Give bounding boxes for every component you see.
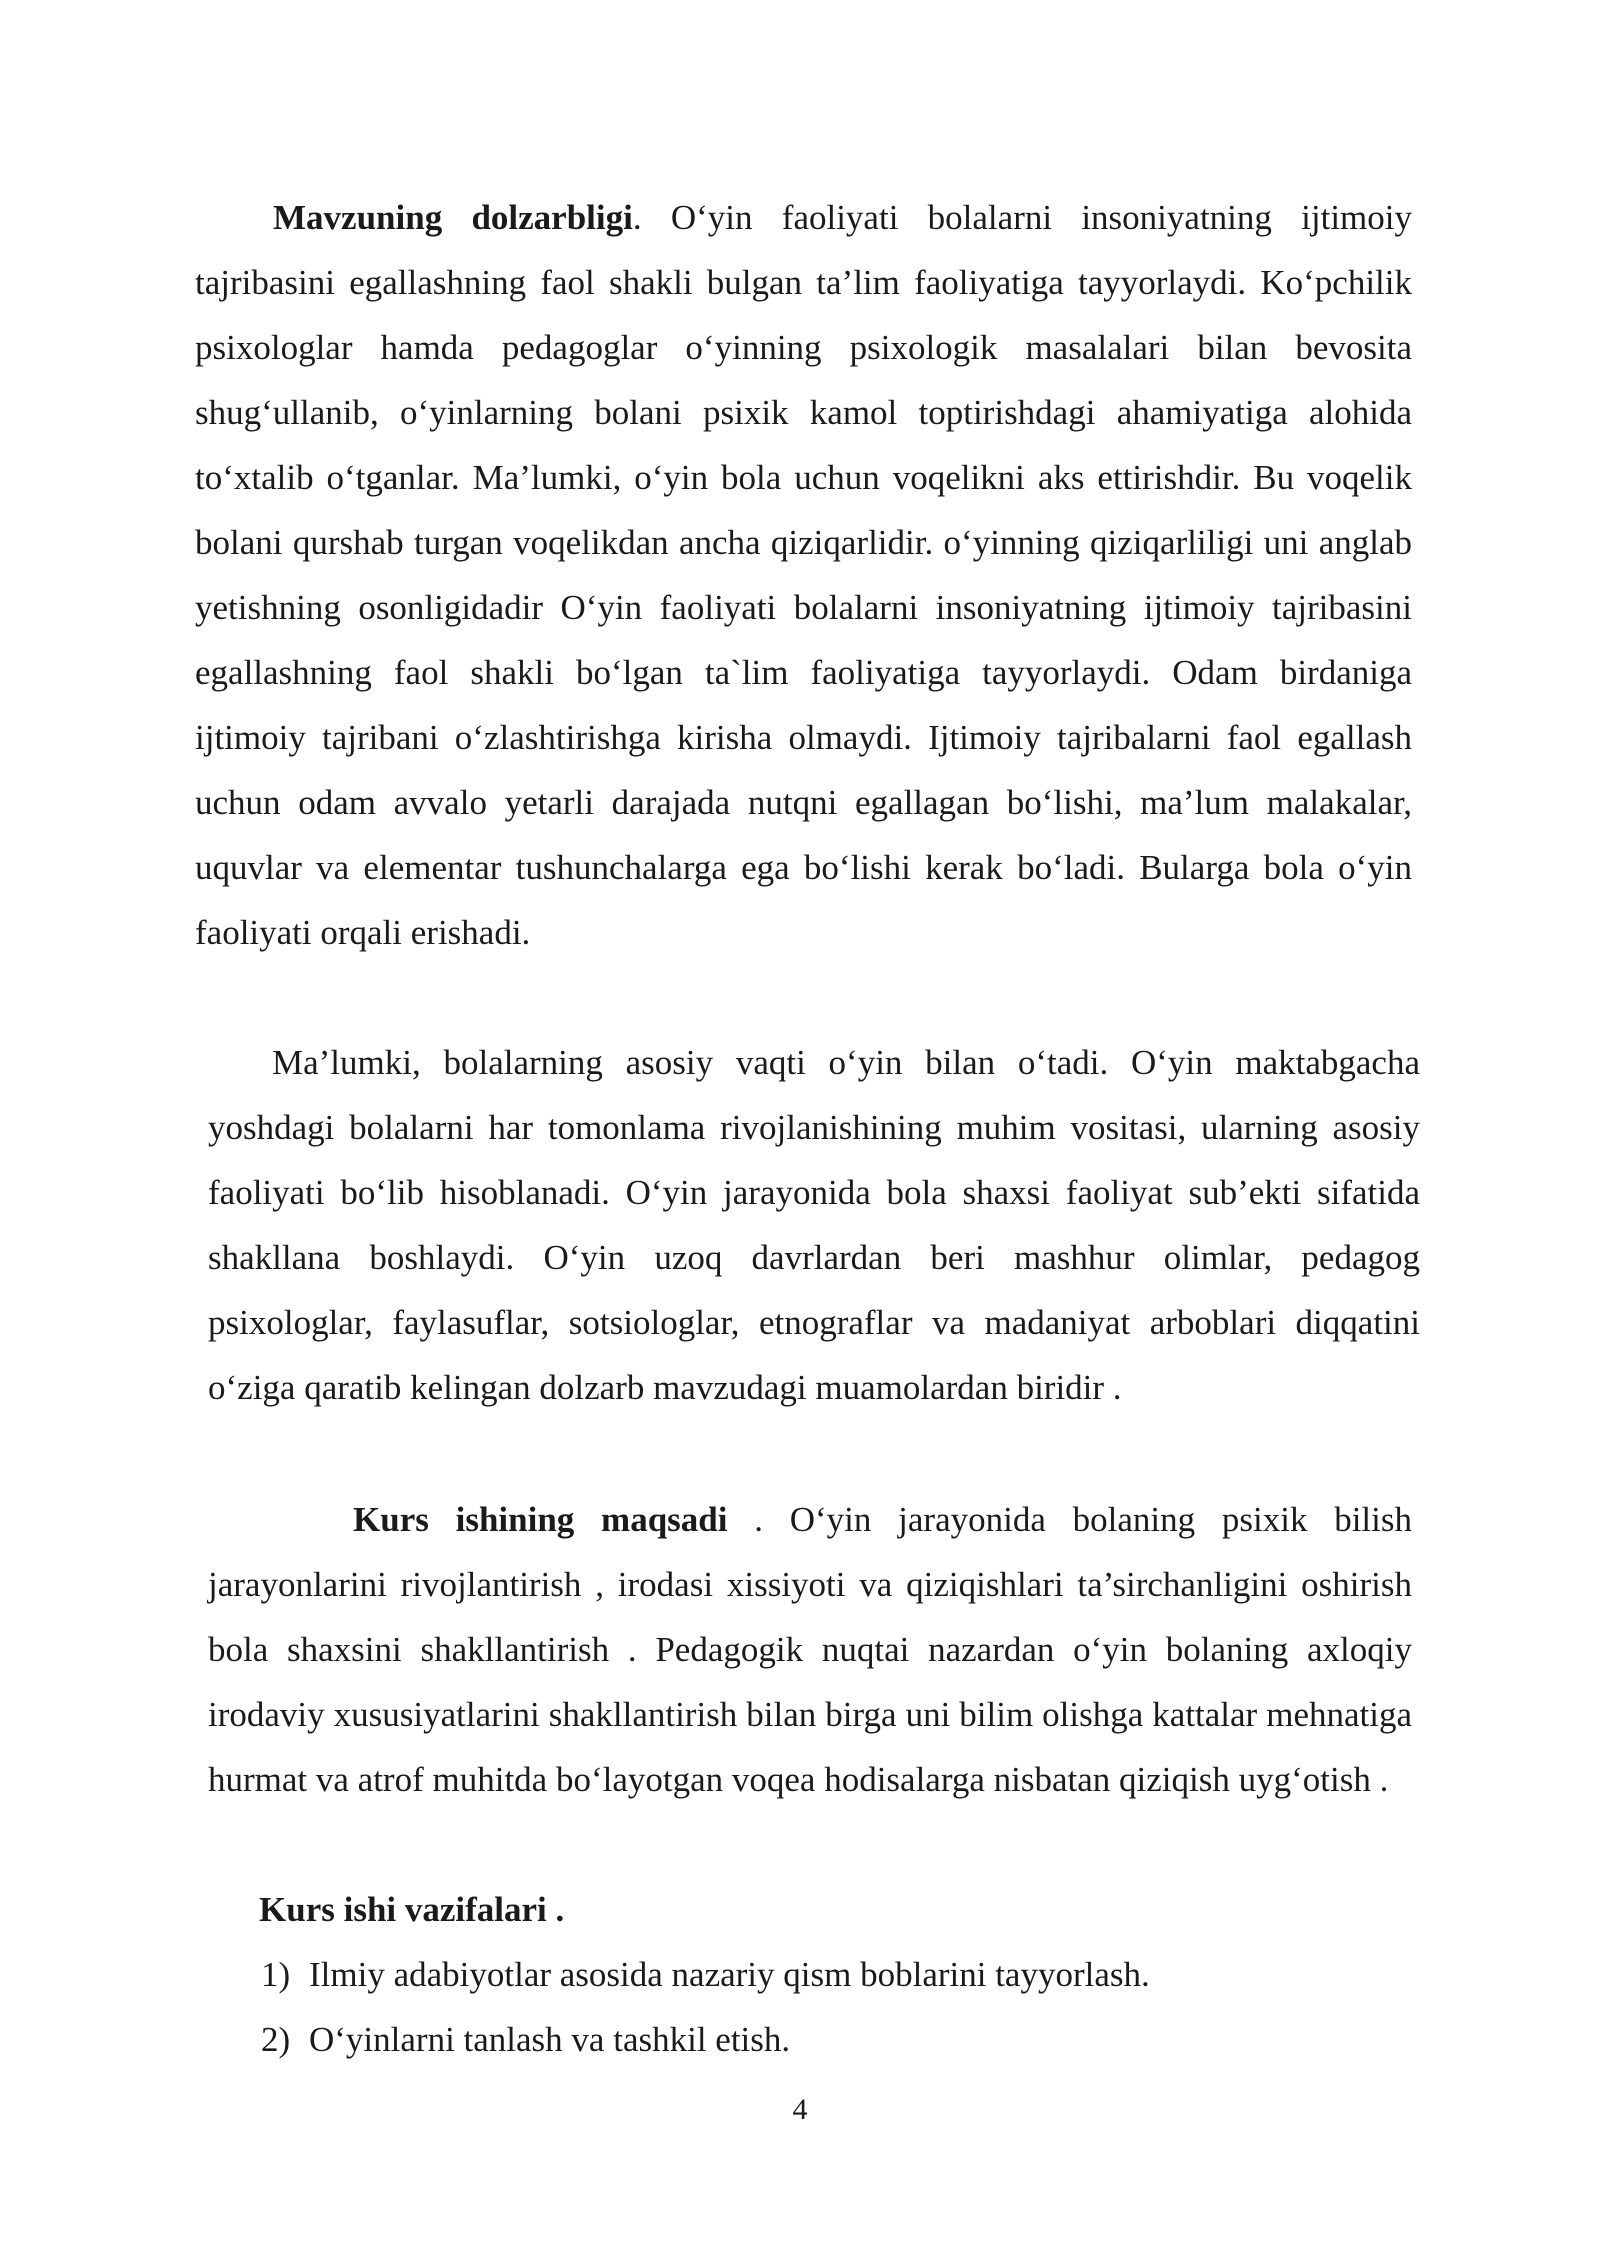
task-list-item [261, 2007, 790, 2072]
task-number: 1) [261, 1955, 291, 1994]
task-list-item [261, 1942, 1150, 2007]
course-tasks-heading: Kurs ishi vazifalari . [259, 1890, 565, 1929]
relevance-text: . O‘yin faoliyati bolalarni insoniyatning ijtimoiy tajribasini egallashning faol shakli bulgan ta’lim faoliyatiga tayyorlaydi. Ko‘pchilik psixologlar hamda pedagoglar o‘yinning psixologik masalalari bilan bevosita shug‘ullanib, o‘yinlarning bolani psixik kamol toptirishdagi ahamiyatiga alohida to‘xtalib o‘tganlar. Ma’lumki, o‘yin bola uchun voqelikni aks ettirishdir. Bu voqelik bolani qurshab turgan voqelikdan ancha qiziqarlidir. o‘yinning qiziqarliligi uni anglab yetishning osonligidadir O‘yin faoliyati bolalarni insoniyatning ijtimoiy tajribasini egallashning faol shakli bo‘lgan ta`lim faoliyatiga tayyorlaydi. Odam birdaniga ijtimoiy tajribani o‘zlashtirishga kirisha olmaydi. Ijtimoiy tajribalarni faol egallash uchun odam avvalo yetarli darajada nutqni egallagan bo‘lishi, ma’lum malakalar, uquvlar va elementar tushunchalarga ega bo‘lishi kerak bo‘ladi. Bularga bola o‘yin faoliyati orqali erishadi. [195, 198, 1412, 952]
course-goal-heading: Kurs ishining maqsadi [353, 1500, 728, 1539]
task-text: O‘yinlarni tanlash va tashkil etish. [309, 2020, 791, 2059]
paragraph-course-goal [208, 1487, 1412, 1812]
task-text: Ilmiy adabiyotlar asosida nazariy qism boblarini tayyorlash. [309, 1955, 1150, 1994]
relevance-heading: Mavzuning dolzarbligi [273, 198, 633, 237]
course-goal-text: . O‘yin jarayonida bolaning psixik bilish jarayonlarini rivojlantirish , irodasi xissiyoti va qiziqishlari ta’sirchanligini oshirish bola shaxsini shakllantirish . Pedagogik nuqtai nazardan o‘yin bolaning axloqiy irodaviy xususiyatlarini shakllantirish bilan birga uni bilim olishga kattalar mehnatiga hurmat va atrof muhitda bo‘layotgan voqea hodisalarga nisbatan qiziqish uyg‘otish . [208, 1500, 1412, 1799]
task-number: 2) [261, 2020, 291, 2059]
page-number: 4 [792, 2093, 808, 2126]
paragraph-play-importance [208, 1030, 1420, 1420]
paragraph-relevance [195, 185, 1412, 965]
play-importance-text: Ma’lumki, bolalarning asosiy vaqti o‘yin bilan o‘tadi. O‘yin maktabgacha yoshdagi bolalarni har tomonlama rivojlanishining muhim vositasi, ularning asosiy faoliyati bo‘lib hisoblanadi. O‘yin jarayonida bola shaxsi faoliyat sub’ekti sifatida shakllana boshlaydi. O‘yin uzoq davrlardan beri mashhur olimlar, pedagog psixologlar, faylasuflar, sotsiologlar, etnograflar va madaniyat arboblari diqqatini o‘ziga qaratib kelingan dolzarb mavzudagi muamolardan biridir . [208, 1043, 1420, 1407]
